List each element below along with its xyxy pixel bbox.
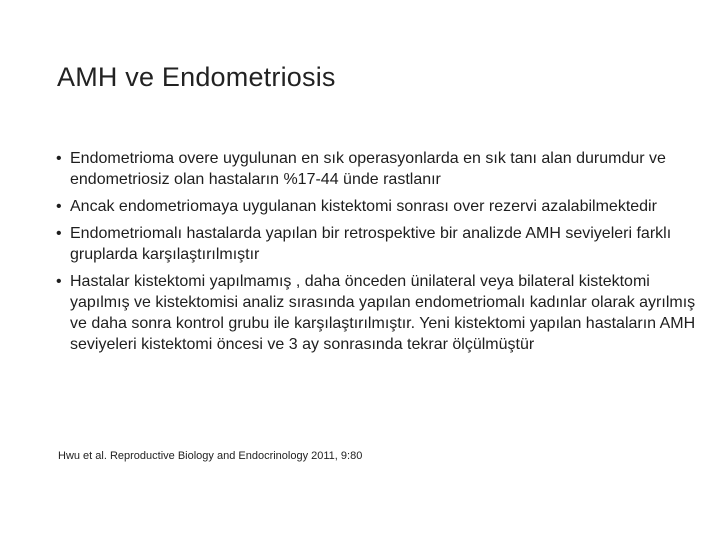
bullet-list	[56, 148, 706, 361]
bullet-item	[56, 223, 706, 265]
bullet-text: Endometriomalı hastalarda yapılan bir retrospektive bir analizde AMH seviyeleri farklı gruplarda karşılaştırılmıştır	[70, 225, 672, 263]
bullet-text: Ancak endometriomaya uygulanan kistektomi sonrası over rezervi azalabilmektedir	[70, 198, 657, 215]
bullet-dot-icon: •	[56, 150, 62, 167]
bullet-dot-icon: •	[56, 225, 62, 242]
bullet-dot-icon: •	[56, 273, 62, 290]
bullet-dot-icon: •	[56, 198, 62, 215]
citation: Hwu et al. Reproductive Biology and Endocrinology 2011, 9:80	[58, 450, 363, 462]
bullet-item	[56, 271, 706, 355]
bullet-item	[56, 148, 706, 190]
bullet-text: Hastalar kistektomi yapılmamış , daha önceden ünilateral veya bilateral kistektomi yapılmış ve kistektomisi analiz sırasında yapılan endometriomalı kadınlar olarak ayrılmış ve daha sonra kontrol grubu ile karşılaştırılmıştır. Yeni kistektomi yapılan hastaların AMH seviyeleri kistektomi öncesi ve 3 ay sonrasında tekrar ölçülmüştür	[70, 273, 696, 353]
slide-title: AMH ve Endometriosis	[57, 62, 336, 92]
bullet-text: Endometrioma overe uygulunan en sık operasyonlarda en sık tanı alan durumdur ve endometriosiz olan hastaların %17-44 ünde rastlanır	[70, 150, 666, 188]
bullet-item	[56, 196, 706, 217]
